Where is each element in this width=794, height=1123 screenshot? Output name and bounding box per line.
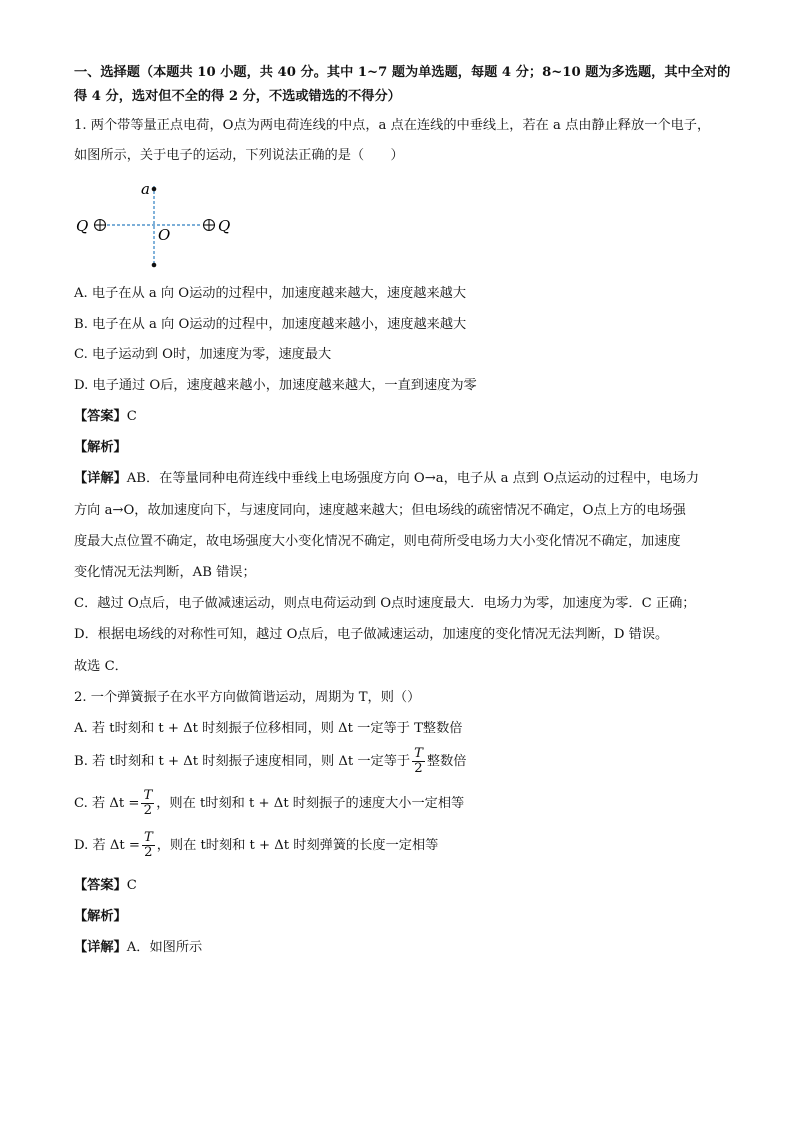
q1-charge-figure <box>70 176 250 272</box>
q2-answer-value: C <box>126 878 137 893</box>
q2-option-c-fraction <box>141 789 154 818</box>
q1-answer-tag: 【答案】 <box>74 409 127 424</box>
q1-option-a: A. 电子在从 a 向 O运动的过程中，加速度越来越大，速度越来越大 <box>74 286 467 301</box>
q1-stem-line-1: 1. 两个带等量正点电荷，O点为两电荷连线的中点，a 点在连线的中垂线上，若在 a 点由静止释放一个电子， <box>74 118 711 133</box>
q1-detail-line-2: 方向 a→O，故加速度向下，与速度同向，速度越来越大；但电场线的疏密情况不确定，O点上方的电场强 <box>74 503 686 518</box>
q1-detail-tag: 【详解】 <box>74 471 127 486</box>
q1-detail-text-1: AB．在等量同种电荷连线中垂线上电场强度方向 O→a，电子从 a 点到 O点运动的过程中，电场力 <box>126 471 700 486</box>
q2-option-c-suffix: ，则在 t时刻和 t + Δt 时刻振子的速度大小一定相等 <box>156 796 465 811</box>
label-a: a <box>141 180 150 198</box>
fraction-numerator: T <box>143 830 153 845</box>
fraction-denominator: 2 <box>414 761 423 776</box>
q1-detail-line-6: D．根据电场线的对称性可知，越过 O点后，电子做减速运动，加速度的变化情况无法判断，D 错误。 <box>74 627 669 642</box>
q2-stem: 2. 一个弹簧振子在水平方向做简谐运动，周期为 T，则（） <box>74 690 421 705</box>
q1-option-b: B. 电子在从 a 向 O运动的过程中，加速度越来越小，速度越来越大 <box>74 317 467 332</box>
q2-analysis-tag: 【解析】 <box>74 909 127 924</box>
q2-detail-line <box>74 939 202 957</box>
section-header-line-2: 得 4 分，选对但不全的得 2 分，不选或错选的不得分） <box>74 89 401 104</box>
fraction-numerator: T <box>414 746 423 761</box>
q1-conclusion: 故选 C． <box>74 659 128 674</box>
q2-option-a: A. 若 t时刻和 t + Δt 时刻振子位移相同，则 Δt 一定等于 T整数倍 <box>74 721 463 736</box>
q2-answer-tag: 【答案】 <box>74 878 127 893</box>
q1-detail-line-5: C．越过 O点后，电子做减速运动，则点电荷运动到 O点时速度最大．电场力为零，加速度为零．C 正确； <box>74 596 696 611</box>
positive-charge-left-icon <box>95 220 106 231</box>
q1-option-d: D. 电子通过 O后，速度越来越小，加速度越来越大，一直到速度为零 <box>74 378 477 393</box>
positive-charge-right-icon <box>204 220 215 231</box>
q2-option-d-text: D. 若 Δt = <box>74 838 140 853</box>
q2-option-d <box>74 831 438 861</box>
label-Q-right: Q <box>218 217 231 235</box>
point-a-dot <box>152 187 157 192</box>
q2-answer-row <box>74 877 137 895</box>
q1-detail-line-1 <box>74 470 699 488</box>
q2-option-c-text: C. 若 Δt = <box>74 796 140 811</box>
q1-stem-line-2: 如图所示，关于电子的运动，下列说法正确的是（ ） <box>74 148 404 163</box>
q1-detail-line-4: 变化情况无法判断，AB 错误； <box>74 565 256 580</box>
q1-option-c: C. 电子运动到 O时，加速度为零，速度最大 <box>74 347 332 362</box>
q2-option-b-text: B. 若 t时刻和 t + Δt 时刻振子速度相同，则 Δt 一定等于 <box>74 754 411 769</box>
point-bottom-dot <box>152 263 157 268</box>
q1-analysis-tag: 【解析】 <box>74 440 127 455</box>
q2-option-b-fraction <box>412 747 425 776</box>
q2-option-c <box>74 789 464 819</box>
q1-answer-value: C <box>126 409 137 424</box>
q2-option-d-fraction <box>142 831 155 860</box>
section-header-line-1: 一、选择题（本题共 10 小题，共 40 分。其中 1~7 题为单选题，每题 4 分；8~10 题为多选题，其中全对的 <box>74 65 731 80</box>
fraction-numerator: T <box>143 788 153 803</box>
q2-option-d-suffix: ，则在 t时刻和 t + Δt 时刻弹簧的长度一定相等 <box>156 838 439 853</box>
q2-option-b <box>74 747 466 777</box>
q2-option-b-suffix: 整数倍 <box>426 754 467 769</box>
q1-detail-line-3: 度最大点位置不确定，故电场强度大小变化情况不确定，则电荷所受电场力大小变化情况不确定，加速度 <box>74 534 681 549</box>
label-Q-left: Q <box>76 217 89 235</box>
fraction-denominator: 2 <box>143 803 153 818</box>
fraction-denominator: 2 <box>144 845 153 860</box>
q2-detail-text: A．如图所示 <box>126 940 203 955</box>
label-O: O <box>158 226 171 244</box>
q2-detail-tag: 【详解】 <box>74 940 127 955</box>
q1-answer-row <box>74 408 137 426</box>
